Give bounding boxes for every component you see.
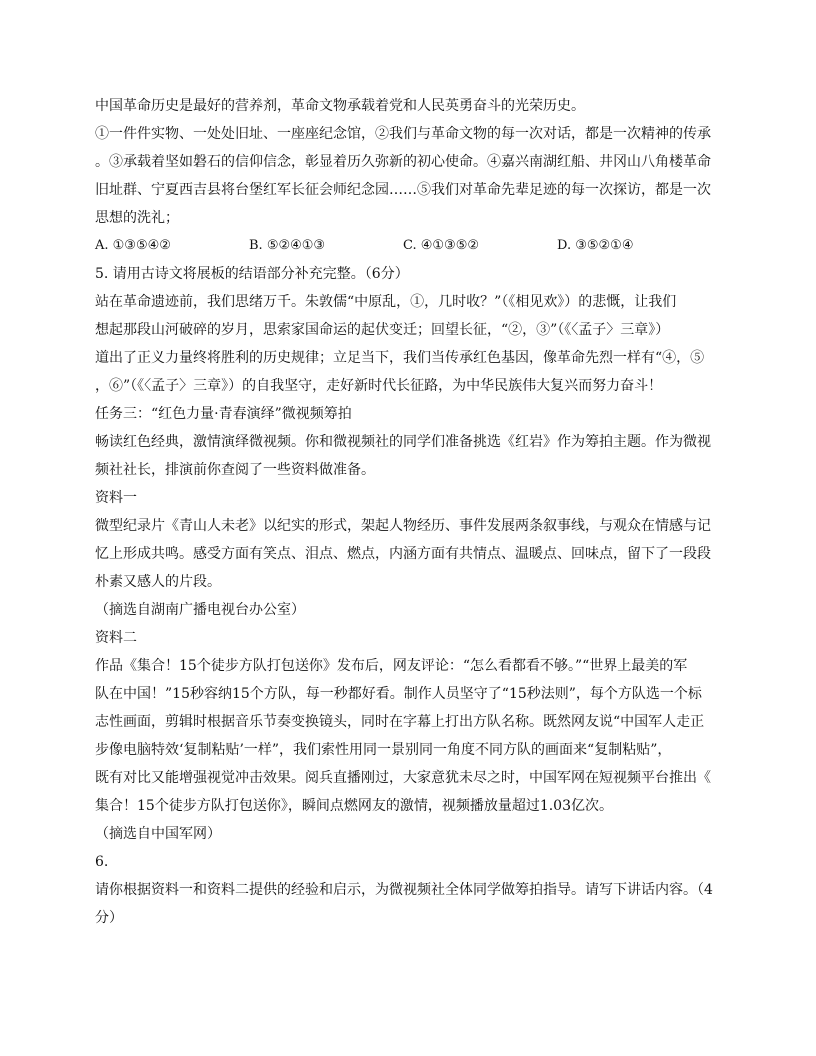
q5-line: ，⑥”（《〈孟子〉三章》）的自我坚守，走好新时代长征路，为中华民族伟大复兴而努力奋斗！ [95, 378, 663, 394]
material1-line: 忆上形成共鸣。感受方面有笑点、泪点、燃点，内涵方面有共情点、温暖点、回味点，留下了一段段 [95, 546, 711, 562]
material1-line: 朴素又感人的片段。 [95, 574, 221, 590]
task3-line: 畅读红色经典，激情演绎微视频。你和微视频社的同学们准备挑选《红岩》作为筹拍主题。作为微视 [95, 434, 711, 450]
q6-number: 6. [95, 854, 109, 870]
task3-title: 任务三：“红色力量·青春演绎”微视频筹拍 [95, 406, 352, 422]
option-a: A. ①③⑤④② [95, 238, 171, 253]
q5-line: 站在革命遗迹前，我们思绪万千。朱敦儒“中原乱，①，几时收？”（《相见欢》）的悲慨，让我们 [95, 294, 677, 310]
material2-line: 集合！15个徒步方队打包送你》，瞬间点燃网友的激情，视频播放量超过1.03亿次。 [95, 798, 613, 814]
para1-line: 中国革命历史是最好的营养剂，革命文物承载着党和人民英勇奋斗的光荣历史。 [95, 98, 585, 114]
material2-line: 作品《集合！15个徒步方队打包送你》发布后，网友评论：“怎么看都看不够。”“世界上最美的军 [95, 658, 688, 674]
material2-source: （摘选自中国军网） [95, 826, 221, 842]
option-c: C. ④①③⑤② [403, 238, 480, 253]
para1-line: 旧址群、宁夏西吉县将台堡红军长征会师纪念园……⑤我们对革命先辈足迹的每一次探访，都是一次 [95, 182, 711, 198]
task3-line: 频社社长，排演前你查阅了一些资料做准备。 [95, 462, 375, 478]
material1-line: 微型纪录片《青山人未老》以纪实的形式，架起人物经历、事件发展两条叙事线，与观众在情感与记 [95, 518, 711, 534]
material2-line: 志性画面，剪辑时根据音乐节奏变换镜头，同时在字幕上打出方队名称。既然网友说“中国军人走正 [95, 714, 705, 730]
material2-line: 步像电脑特效‘复制粘贴’一样”，我们索性用同一景别同一角度不同方队的画面来“复制粘贴”， [95, 742, 672, 758]
material2-line: 既有对比又能增强视觉冲击效果。阅兵直播刚过，大家意犹未尽之时，中国军网在短视频平台推出《 [95, 770, 711, 786]
q5-line: 想起那段山河破碎的岁月，思索家国命运的起伏变迁；回望长征，“②，③”（《〈孟子〉三章》） [95, 322, 670, 338]
material2-heading: 资料二 [95, 630, 137, 646]
answer-options [95, 232, 735, 260]
para1-line: ①一件件实物、一处处旧址、一座座纪念馆，②我们与革命文物的每一次对话，都是一次精神的传承 [95, 126, 711, 142]
material2-line: 队在中国！”15秒容纳15个方队，每一秒都好看。制作人员坚守了“15秒法则”，每个方队选一个标 [95, 686, 702, 702]
q5-title: 5. 请用古诗文将展板的结语部分补充完整。（6分） [95, 266, 409, 282]
material1-source: （摘选自湖南广播电视台办公室） [95, 602, 305, 618]
option-d: D. ③⑤②①④ [557, 238, 634, 253]
material1-heading: 资料一 [95, 490, 137, 506]
para1-line: 思想的洗礼； [95, 210, 179, 226]
q5-line: 道出了正义力量终将胜利的历史规律；立足当下，我们当传承红色基因，像革命先烈一样有“④，⑤ [95, 350, 705, 366]
para1-line: 。③承载着坚如磐石的信仰信念，彰显着历久弥新的初心使命。④嘉兴南湖红船、井冈山八角楼革命 [95, 154, 711, 170]
q6-line: 请你根据资料一和资料二提供的经验和启示，为微视频社全体同学做筹拍指导。请写下讲话内容。（4 [95, 882, 713, 898]
document-page [95, 92, 735, 932]
q6-line: 分） [95, 910, 123, 926]
option-b: B. ⑤②④①③ [249, 238, 326, 253]
